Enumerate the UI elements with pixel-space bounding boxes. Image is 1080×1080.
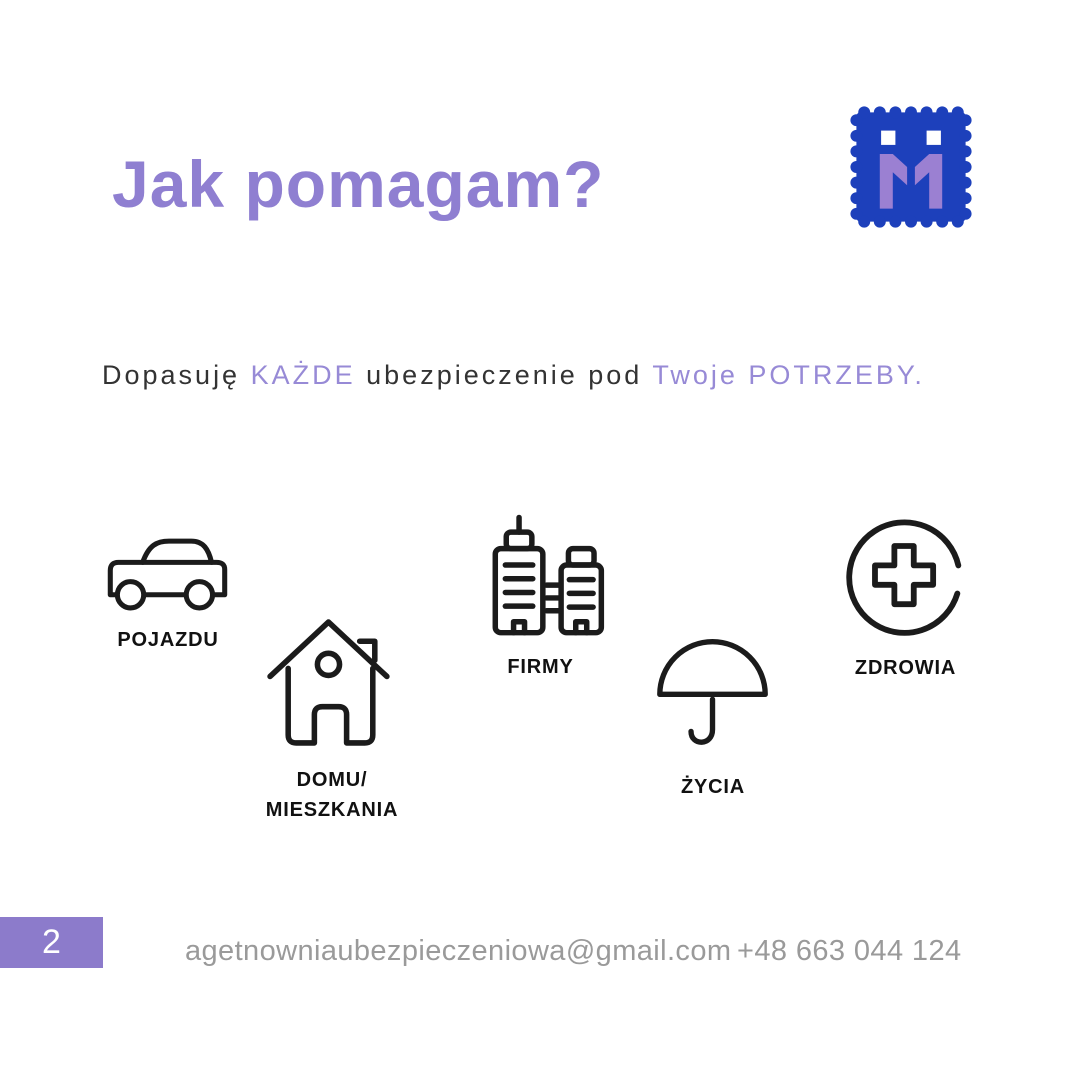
insurance-item-zycia [638, 618, 788, 802]
subtitle-part4: Twoje POTRZEBY. [652, 360, 925, 390]
umbrella-icon [652, 618, 774, 760]
page-number: 2 [42, 923, 61, 961]
buildings-icon [477, 512, 605, 640]
car-icon [102, 532, 234, 613]
subtitle-line [102, 360, 1002, 391]
footer-phone: +48 663 044 124 [737, 935, 962, 967]
icon-label-zycia: ŻYCIA [681, 776, 745, 798]
icon-label-firmy: FIRMY [507, 656, 574, 678]
house-icon [264, 612, 400, 753]
insurance-item-domu [242, 612, 422, 825]
medical-cross-icon [843, 515, 969, 641]
icon-label-zdrowia: ZDROWIA [854, 657, 957, 679]
subtitle-part1: Dopasuję [102, 360, 241, 390]
page-number-badge [0, 917, 103, 968]
footer-email: agetnowniaubezpieczeniowa@gmail.com [185, 935, 732, 967]
insurance-item-firmy [468, 512, 613, 682]
subtitle-part2: KAŻDE [250, 360, 356, 390]
icon-label-pojazdu: POJAZDU [117, 629, 219, 651]
page-title: Jak pomagam? [112, 147, 605, 221]
icon-label-domu-line1: DOMU/ [296, 769, 368, 791]
subtitle-part3: ubezpieczenie pod [366, 360, 643, 390]
icon-label-domu-line2: MIESZKANIA [265, 799, 399, 821]
insurance-item-zdrowia [823, 515, 988, 683]
stamp-logo-icon [846, 102, 976, 232]
insurance-item-pojazdu [88, 532, 248, 655]
